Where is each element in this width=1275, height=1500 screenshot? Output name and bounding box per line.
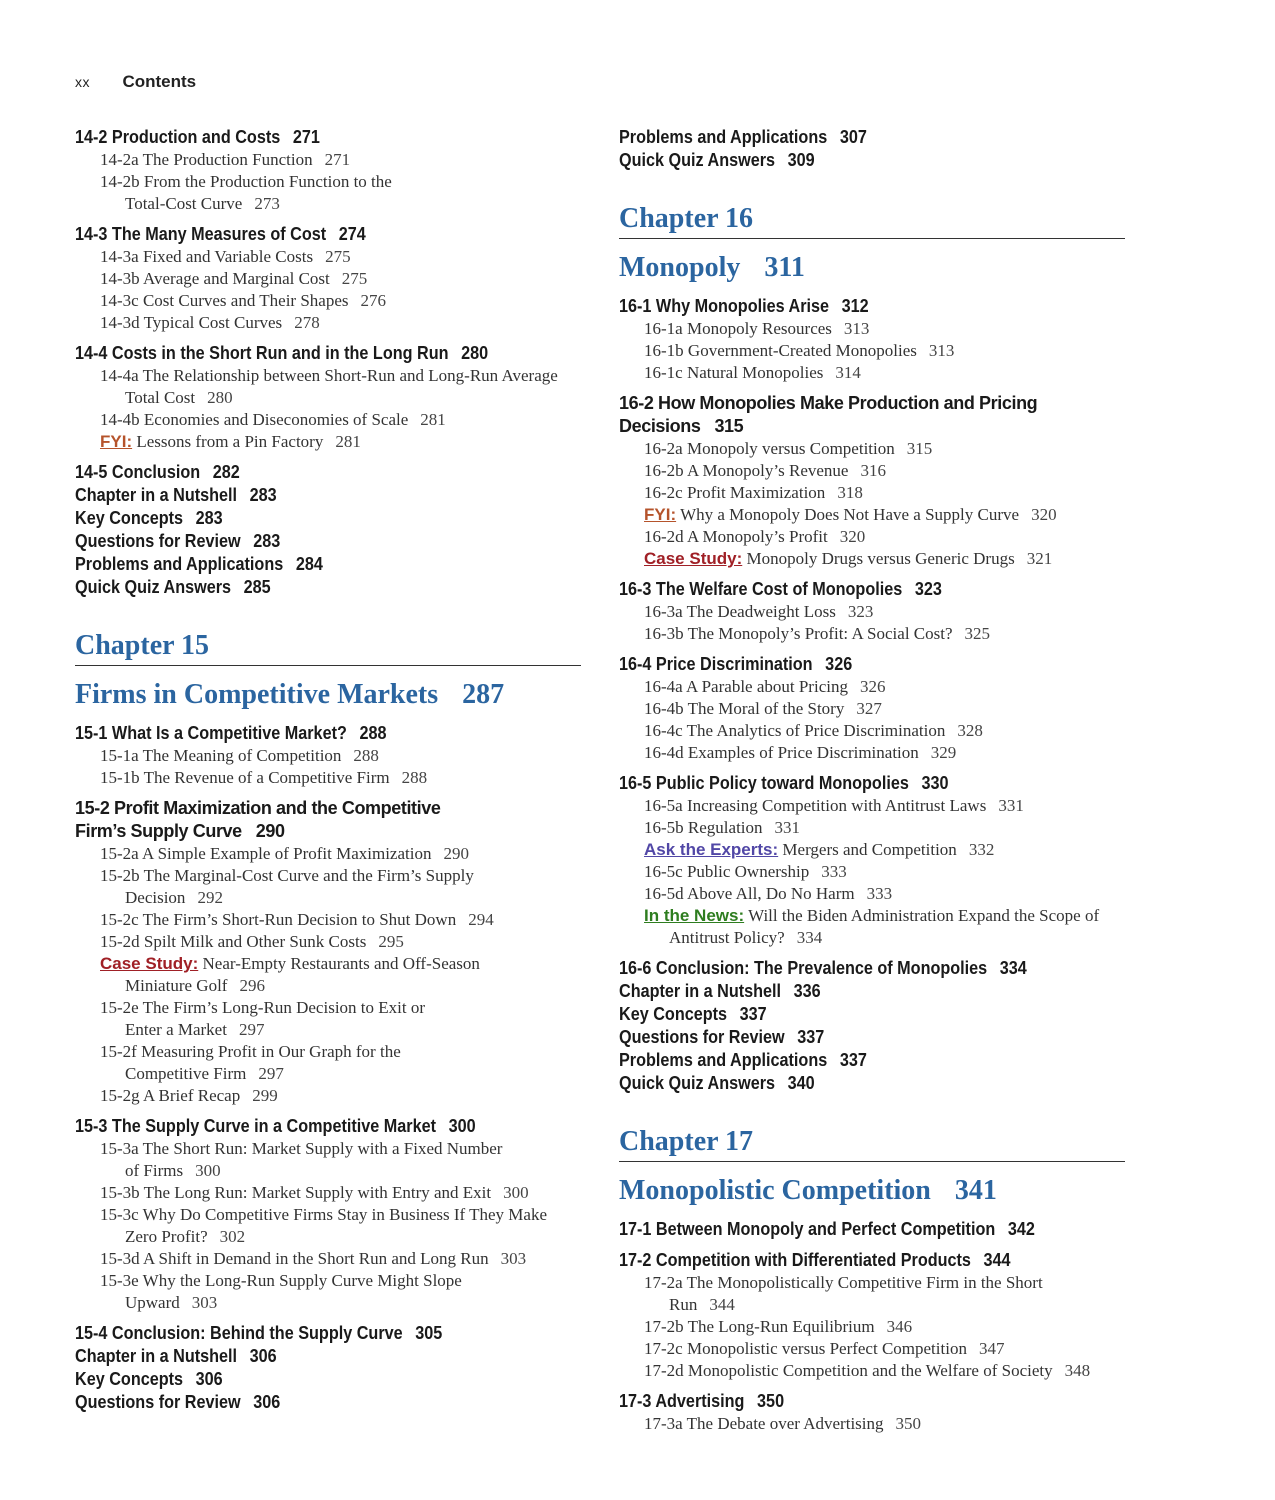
page-number: xx [75,74,90,90]
running-head [75,72,196,92]
section-heading[interactable]: 16-5 Public Policy toward Monopolies 330 [619,773,949,793]
subsection-item[interactable]: 14-3c Cost Curves and Their Shapes 276 [100,291,387,310]
section-heading[interactable]: 15-3 The Supply Curve in a Competitive Market 300 [75,1116,476,1136]
back-matter-item[interactable]: Quick Quiz Answers 285 [75,577,271,597]
section-14-4 [75,342,585,453]
back-matter-item[interactable]: Questions for Review 283 [75,531,281,551]
subsection-item[interactable]: 16-5a Increasing Competition with Antitrust Laws 331 [644,796,1024,815]
subsection-item[interactable]: 16-5d Above All, Do No Harm 333 [644,884,893,903]
subsection-item[interactable]: 16-2b A Monopoly’s Revenue 316 [644,461,886,480]
subsection-item[interactable]: 15-2g A Brief Recap 299 [100,1086,278,1105]
section-heading[interactable]: 14-3 The Many Measures of Cost 274 [75,224,366,244]
subsection-item[interactable]: 16-2d A Monopoly’s Profit 320 [644,527,866,546]
chapter-title[interactable]: Monopolistic Competition 341 [619,1175,997,1206]
section-16-2 [619,392,1129,570]
subsection-item[interactable]: 16-3b The Monopoly’s Profit: A Social Cost? 325 [644,624,991,643]
right-column [619,126,1129,1443]
back-matter-item[interactable]: 16-6 Conclusion: The Prevalence of Monopolies 334 [619,958,1027,978]
subsection-item[interactable]: 15-3c Why Do Competitive Firms Stay in Business If They Make Zero Profit? 302 [100,1205,547,1246]
subsection-item[interactable]: 14-4a The Relationship between Short-Run and Long-Run Average Total Cost 280 [100,366,558,407]
section-17-2 [619,1249,1129,1382]
back-matter-item[interactable]: 15-4 Conclusion: Behind the Supply Curve 305 [75,1323,443,1343]
case-study-label: Case Study: [100,954,199,973]
back-matter-item[interactable]: Problems and Applications 337 [619,1050,867,1070]
running-title: Contents [122,72,197,91]
section-16-1 [619,295,1129,384]
section-heading[interactable]: 16-4 Price Discrimination 326 [619,654,853,674]
chapter-label: Chapter 17 [619,1125,1125,1162]
section-16-4 [619,653,1129,764]
subsection-item[interactable]: 16-4a A Parable about Pricing 326 [644,677,886,696]
section-15-3 [75,1115,585,1314]
chapter-title[interactable]: Monopoly 311 [619,252,805,283]
subsection-item[interactable]: 14-2b From the Production Function to the Total-Cost Curve 273 [100,172,392,213]
subsection-item[interactable]: 15-1b The Revenue of a Competitive Firm 288 [100,768,428,787]
chapter-15-back-matter-cont [619,126,1129,172]
section-heading[interactable]: 17-2 Competition with Differentiated Products 344 [619,1250,1011,1270]
subsection-item[interactable]: 15-3a The Short Run: Market Supply with a Fixed Number of Firms 300 [100,1139,503,1180]
subsection-item[interactable]: 14-3d Typical Cost Curves 278 [100,313,320,332]
subsection-item[interactable]: 14-2a The Production Function 271 [100,150,351,169]
subsection-item[interactable]: 17-3a The Debate over Advertising 350 [644,1414,922,1433]
feature-item[interactable]: Case Study: Near-Empty Restaurants and Off-Season Miniature Golf 296 [100,954,480,995]
section-15-2 [75,797,585,1107]
section-heading[interactable]: 15-1 What Is a Competitive Market? 288 [75,723,387,743]
left-column [75,126,585,1414]
feature-item[interactable]: Ask the Experts: Mergers and Competition 332 [644,840,995,859]
chapter-17-header [619,1125,1129,1208]
case-study-label: Case Study: [644,549,743,568]
subsection-item[interactable]: 15-3b The Long Run: Market Supply with Entry and Exit 300 [100,1183,529,1202]
section-heading[interactable]: 17-1 Between Monopoly and Perfect Competition 342 [619,1219,1035,1239]
section-15-1 [75,722,585,789]
subsection-item[interactable]: 17-2b The Long-Run Equilibrium 346 [644,1317,913,1336]
subsection-item[interactable]: 15-1a The Meaning of Competition 288 [100,746,379,765]
section-14-3 [75,223,585,334]
subsection-item[interactable]: 15-2e The Firm’s Long-Run Decision to Exit or Enter a Market 297 [100,998,426,1039]
section-16-3 [619,578,1129,645]
subsection-item[interactable]: 17-2c Monopolistic versus Perfect Competition 347 [644,1339,1005,1358]
feature-item[interactable]: FYI: Lessons from a Pin Factory 281 [100,432,361,451]
section-16-5 [619,772,1129,949]
back-matter-item[interactable]: Chapter in a Nutshell 283 [75,485,277,505]
feature-item[interactable]: In the News: Will the Biden Administration Expand the Scope of Antitrust Policy? 334 [644,906,1100,947]
chapter-14-back-matter [75,461,585,599]
section-heading[interactable]: 16-3 The Welfare Cost of Monopolies 323 [619,579,942,599]
subsection-item[interactable]: 16-4d Examples of Price Discrimination 329 [644,743,957,762]
subsection-item[interactable]: 15-2a A Simple Example of Profit Maximization 290 [100,844,469,863]
subsection-item[interactable]: 16-1b Government-Created Monopolies 313 [644,341,955,360]
chapter-15-back-matter [75,1322,585,1414]
chapter-label: Chapter 15 [75,629,581,666]
ask-the-experts-label: Ask the Experts: [644,840,779,859]
back-matter-item[interactable]: Questions for Review 337 [619,1027,825,1047]
back-matter-item[interactable]: Quick Quiz Answers 309 [619,150,815,170]
in-the-news-label: In the News: [644,906,745,925]
subsection-item[interactable]: 15-3e Why the Long-Run Supply Curve Might Slope Upward 303 [100,1271,462,1312]
subsection-item[interactable]: 15-2f Measuring Profit in Our Graph for the Competitive Firm 297 [100,1042,401,1083]
back-matter-item[interactable]: Quick Quiz Answers 340 [619,1073,815,1093]
section-heading[interactable]: 15-2 Profit Maximization and the Competitive Firm’s Supply Curve 290 [75,798,441,841]
section-heading[interactable]: 14-2 Production and Costs 271 [75,127,320,147]
subsection-item[interactable]: 14-3a Fixed and Variable Costs 275 [100,247,351,266]
section-heading[interactable]: 16-2 How Monopolies Make Production and Pricing Decisions 315 [619,393,1038,436]
chapter-16-back-matter [619,957,1129,1095]
chapter-label: Chapter 16 [619,202,1125,239]
back-matter-item[interactable]: Key Concepts 337 [619,1004,767,1024]
subsection-item[interactable]: 15-3d A Shift in Demand in the Short Run and Long Run 303 [100,1249,527,1268]
section-14-2 [75,126,585,215]
back-matter-item[interactable]: Questions for Review 306 [75,1392,281,1412]
subsection-item[interactable]: 16-1c Natural Monopolies 314 [644,363,861,382]
fyi-label: FYI: [644,505,677,524]
section-17-3 [619,1390,1129,1435]
feature-item[interactable]: Case Study: Monopoly Drugs versus Generic Drugs 321 [644,549,1053,568]
section-heading[interactable]: 16-1 Why Monopolies Arise 312 [619,296,869,316]
section-heading[interactable]: 14-4 Costs in the Short Run and in the Long Run 280 [75,343,489,363]
chapter-15-header [75,629,585,712]
back-matter-item[interactable]: Problems and Applications 307 [619,127,867,147]
subsection-item[interactable]: 16-4c The Analytics of Price Discrimination 328 [644,721,983,740]
chapter-16-header [619,202,1129,285]
subsection-item[interactable]: 15-2b The Marginal-Cost Curve and the Firm’s Supply Decision 292 [100,866,474,907]
back-matter-item[interactable]: Chapter in a Nutshell 336 [619,981,821,1001]
section-heading[interactable]: 17-3 Advertising 350 [619,1391,785,1411]
feature-item[interactable]: FYI: Why a Monopoly Does Not Have a Supply Curve 320 [644,505,1057,524]
back-matter-item[interactable]: Problems and Applications 284 [75,554,323,574]
subsection-item[interactable]: 17-2d Monopolistic Competition and the Welfare of Society 348 [644,1361,1091,1380]
subsection-item[interactable]: 16-5c Public Ownership 333 [644,862,847,881]
subsection-item[interactable]: 14-4b Economies and Diseconomies of Scale 281 [100,410,446,429]
subsection-item[interactable]: 15-2d Spilt Milk and Other Sunk Costs 295 [100,932,404,951]
back-matter-item[interactable]: 14-5 Conclusion 282 [75,462,240,482]
subsection-item[interactable]: 14-3b Average and Marginal Cost 275 [100,269,368,288]
fyi-label: FYI: [100,432,133,451]
subsection-item[interactable]: 16-4b The Moral of the Story 327 [644,699,882,718]
chapter-title[interactable]: Firms in Competitive Markets 287 [75,679,505,710]
subsection-item[interactable]: 16-1a Monopoly Resources 313 [644,319,870,338]
subsection-item[interactable]: 16-3a The Deadweight Loss 323 [644,602,874,621]
subsection-item[interactable]: 16-2c Profit Maximization 318 [644,483,863,502]
back-matter-item[interactable]: Chapter in a Nutshell 306 [75,1346,277,1366]
subsection-item[interactable]: 17-2a The Monopolistically Competitive Firm in the Short Run 344 [644,1273,1043,1314]
subsection-item[interactable]: 15-2c The Firm’s Short-Run Decision to Shut Down 294 [100,910,494,929]
subsection-item[interactable]: 16-2a Monopoly versus Competition 315 [644,439,933,458]
back-matter-item[interactable]: Key Concepts 306 [75,1369,223,1389]
section-17-1 [619,1218,1129,1241]
back-matter-item[interactable]: Key Concepts 283 [75,508,223,528]
subsection-item[interactable]: 16-5b Regulation 331 [644,818,801,837]
